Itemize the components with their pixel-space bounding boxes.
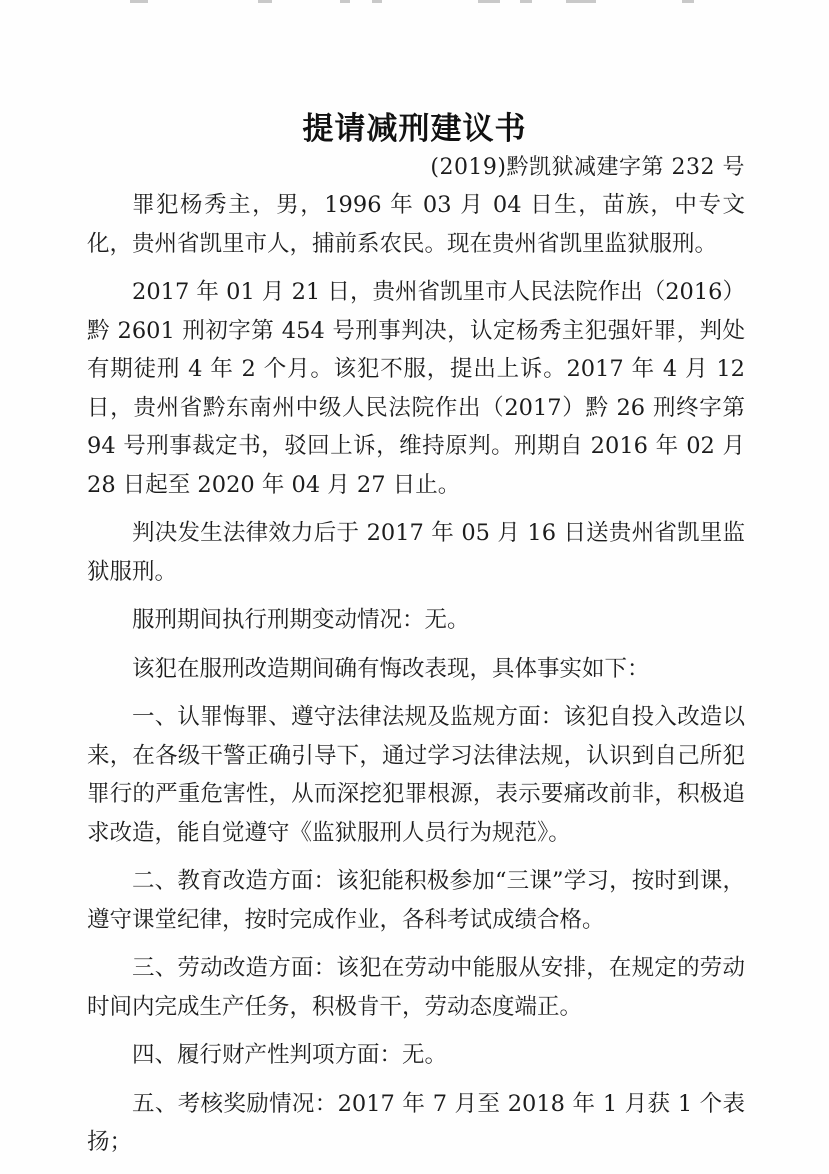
paragraph: 罪犯杨秀主，男，1996 年 03 月 04 日生，苗族，中专文化，贵州省凯里市人，捕前系农民。现在贵州省凯里监狱服刑。 bbox=[87, 192, 745, 257]
paragraph: 2017 年 01 月 21 日，贵州省凯里市人民法院作出（2016）黔 2601 刑初字第 454 号刑事判决，认定杨秀主犯强奸罪，判处有期徒刑 4 年 2 个月。该犯不服，提出上诉。2017 年 4 月 12 日，贵州省黔东南州中级人民法院作出（2017）黔 26 刑终字第 94 号刑事裁定书，驳回上诉，维持原判。刑期自 2016 年 02 月 28 日起至 2020 年 04 月 27 日止。 bbox=[87, 279, 745, 498]
paragraph: 二、教育改造方面：该犯能积极参加“三课”学习，按时到课，遵守课堂纪律，按时完成作业，各科考试成绩合格。 bbox=[87, 868, 745, 933]
document-body bbox=[87, 186, 745, 1172]
paragraph: 该犯在服刑改造期间确有悔改表现，具体事实如下： bbox=[132, 655, 650, 682]
paragraph: 一、认罪悔罪、遵守法律法规及监规方面：该犯自投入改造以来，在各级干警正确引导下，通过学习法律法规，认识到自己所犯罪行的严重危害性，从而深挖犯罪根源，表示要痛改前非，积极追求改造，能自觉遵守《监狱服刑人员行为规范》。 bbox=[87, 704, 745, 846]
paragraph: 三、劳动改造方面：该犯在劳动中能服从安排，在规定的劳动时间内完成生产任务，积极肯干，劳动态度端正。 bbox=[87, 955, 745, 1020]
document-number: (2019)黔凯狱减建字第 232 号 bbox=[430, 155, 745, 180]
document-title: 提请减刑建议书 bbox=[302, 111, 527, 147]
paragraph: 五、考核奖励情况：2017 年 7 月至 2018 年 1 月获 1 个表扬； bbox=[87, 1090, 745, 1155]
paragraph: 服刑期间执行刑期变动情况：无。 bbox=[132, 607, 470, 633]
paragraph: 判决发生法律效力后于 2017 年 05 月 16 日送贵州省凯里监狱服刑。 bbox=[87, 520, 745, 585]
paragraph: 四、履行财产性判项方面：无。 bbox=[132, 1042, 448, 1068]
scan-edge-marks bbox=[0, 0, 829, 14]
